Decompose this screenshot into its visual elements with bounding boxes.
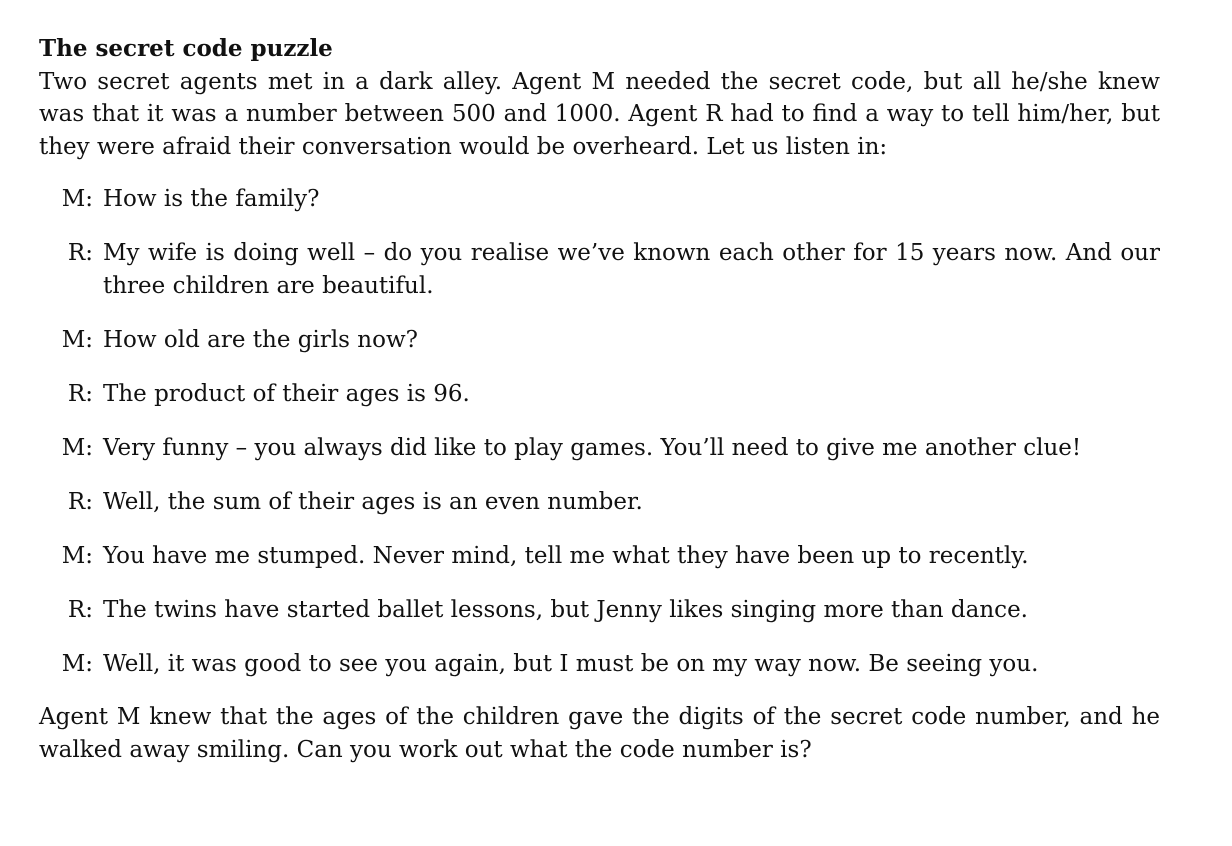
speaker-label: R: <box>67 240 93 266</box>
dialogue-turn <box>39 486 1160 519</box>
page-title: The secret code puzzle <box>39 35 333 62</box>
speaker-label: R: <box>67 596 93 623</box>
dialogue-list <box>39 183 1160 680</box>
speaker-label: M: <box>61 186 93 212</box>
speaker-label: M: <box>61 542 93 569</box>
dialogue-line: How is the family? <box>103 186 320 212</box>
speaker-label: R: <box>67 488 93 515</box>
dialogue-turn <box>39 237 1160 302</box>
closing-paragraph: Agent M knew that the ages of the children gave the digits of the secret code number, and he walked away smiling. Can you work out what the code number is? <box>39 704 1160 763</box>
dialogue-line: Well, it was good to see you again, but I must be on my way now. Be seeing you. <box>103 650 1039 677</box>
speaker-label: M: <box>61 434 93 461</box>
dialogue-turn <box>39 432 1160 465</box>
dialogue-line: The twins have started ballet lessons, but Jenny likes singing more than dance. <box>103 596 1028 623</box>
dialogue-turn <box>39 594 1160 627</box>
dialogue-turn <box>39 540 1160 573</box>
dialogue-turn <box>39 183 1160 216</box>
speaker-label: M: <box>61 326 93 353</box>
dialogue-turn <box>39 324 1160 357</box>
dialogue-turn <box>39 378 1160 411</box>
speaker-label: M: <box>61 650 93 677</box>
dialogue-line: Well, the sum of their ages is an even number. <box>103 488 643 515</box>
dialogue-line: You have me stumped. Never mind, tell me what they have been up to recently. <box>103 542 1029 569</box>
dialogue-line: My wife is doing well – do you realise we’ve known each other for 15 years now. And our three children are beautiful. <box>103 240 1160 299</box>
intro-paragraph: Two secret agents met in a dark alley. Agent M needed the secret code, but all he/she knew was that it was a number between 500 and 1000. Agent R had to find a way to tell him/her, but they were afraid their conversation would be overheard. Let us listen in: <box>39 68 1160 160</box>
dialogue-line: The product of their ages is 96. <box>103 380 470 407</box>
dialogue-turn <box>39 648 1160 681</box>
dialogue-line: How old are the girls now? <box>103 326 418 353</box>
document-page <box>39 33 1160 766</box>
speaker-label: R: <box>67 380 93 407</box>
dialogue-line: Very funny – you always did like to play games. You’ll need to give me another clue! <box>103 434 1082 461</box>
